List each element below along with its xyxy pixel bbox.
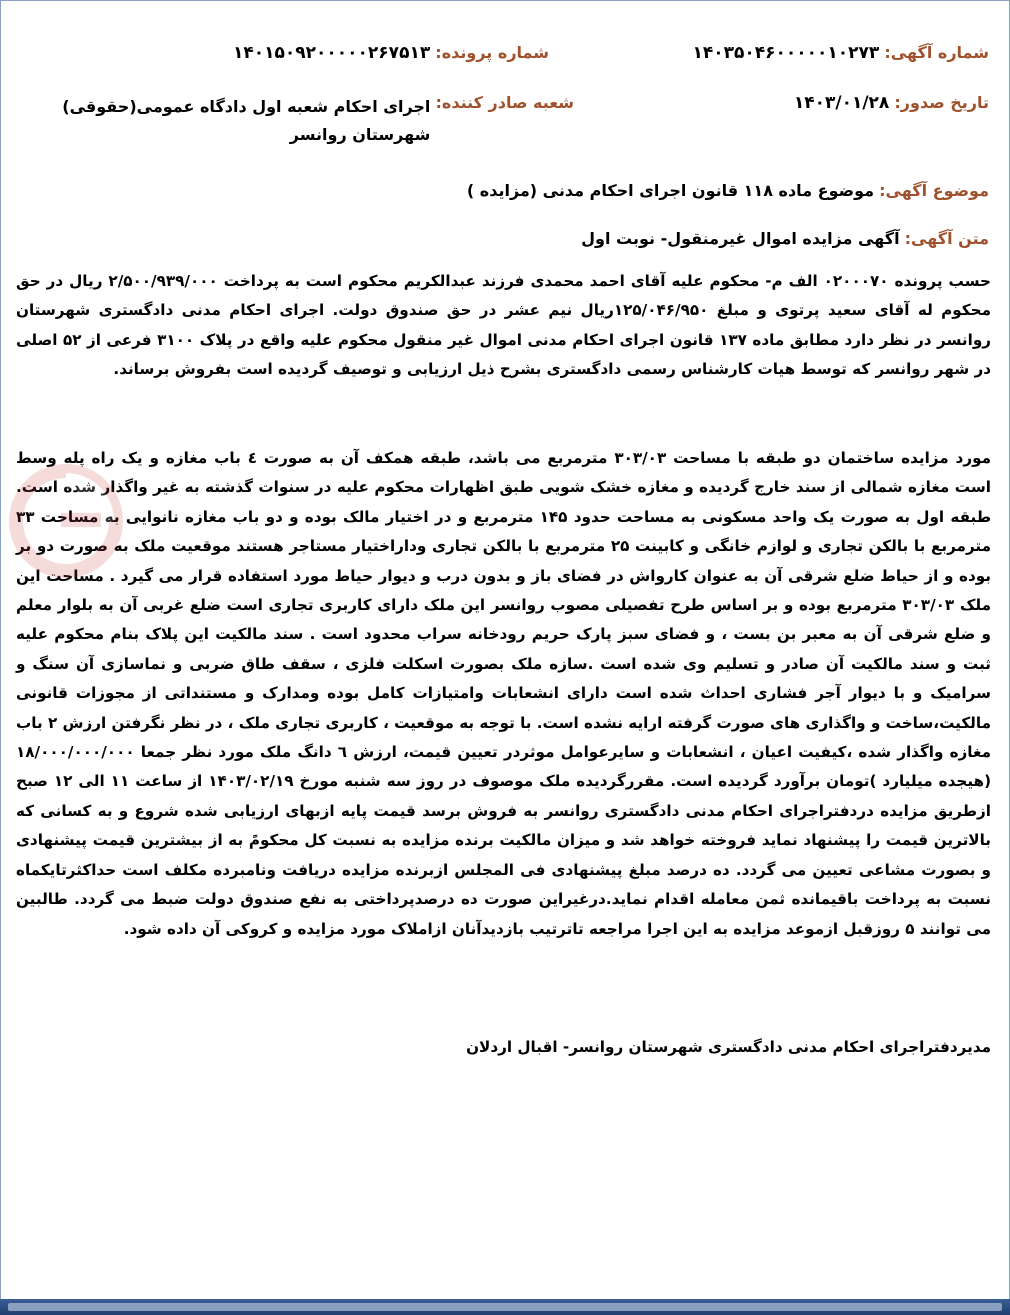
- file-number-label: شماره پرونده:: [435, 43, 549, 62]
- notice-paragraph-1: حسب پرونده ۰۲۰۰۰۷۰ الف م- محکوم علیه آقای احمد محمدی فرزند عبدالکریم محکوم است به پرداخت ۲/۵۰۰/۹۳۹/۰۰۰ ریال در حق محکوم له آقای سعید پرتوی و مبلغ ۱۲۵/۰۴۶/۹۵۰ریال نیم عشر در حق صندوق دولت. اجرای احکام مدنی دادگستری شهرستان روانسر در نظر دارد مطابق ماده ۱۳۷ قانون اجرای احکام مدنی اموال غیر منقول محکوم علیه واقع در پلاک ۳۱۰۰ فرعی از ۵۲ اصلی در شهر روانسر که توسط هیات کارشناس رسمی دادگستری بشرح ذیل ارزیابی و توصیف گردیده است بفروش برساند.: [16, 272, 992, 379]
- issuing-branch-value: اجرای احکام شعبه اول دادگاه عمومی(حقوقی) شهرستان روانسر: [62, 97, 431, 144]
- issue-date-value: ۱۴۰۳/۰۱/۲۸: [793, 93, 890, 113]
- subject-row: [467, 181, 989, 200]
- issuing-branch-row: [45, 93, 574, 149]
- notice-number-label: شماره آگهی:: [884, 43, 989, 62]
- window-bottom-bar: [0, 1299, 1010, 1315]
- issuing-branch-label: شعبه صادر کننده:: [435, 93, 574, 112]
- notice-number-value: ۱۴۰۳۵۰۴۶۰۰۰۰۰۱۰۲۷۳: [692, 43, 880, 63]
- subject-label: موضوع آگهی:: [879, 181, 989, 200]
- issue-date-label: تاریخ صدور:: [894, 93, 989, 112]
- horizontal-scrollbar[interactable]: [8, 1303, 1002, 1311]
- watermark-logo-icon: [6, 461, 126, 581]
- file-number-value: ۱۴۰۱۵۰۹۲۰۰۰۰۰۲۶۷۵۱۳: [233, 43, 431, 63]
- notice-paragraph-2: مورد مزایده ساختمان دو طبقه با مساحت ۳۰۳/۰۳ مترمربع می باشد، طبقه همکف آن به صورت ٤ باب مغازه و یک راه پله وسط است مغازه شمالی از سند خارج گردیده و مغازه خشک شویی طبق اظهارات محکوم علیه در سنوات گذشته به غیر واگذار شده است. طبقه اول به صورت یک واحد مسکونی به مساحت حدود ۱۴۵ مترمربع و در اختیار مالک بوده و دو باب مغازه نانوایی به مساحت ۳۳ مترمربع با بالکن تجاری و لوازم خانگی و کابینت ۲۵ مترمربع با بالکن تجاری وداراختیار مستاجر هستند موقعیت ملک به صورت دو بر بوده و از حیاط ضلع شرقی آن به عنوان کارواش در فضای باز و بدون درب و دیوار حیاط مورد استفاده قرار می گیرد . مساحت این ملک ۳۰۳/۰۳ مترمربع بوده و بر اساس طرح تفصیلی مصوب روانسر این ملک دارای کاربری تجاری است ضلع غربی آن به بلوار معلم و ضلع شرقی آن به معبر بن بست ، و فضای سبز پارک حریم رودخانه سراب محدود است . سند مالکیت این پلاک بنام محکوم علیه ثبت و سند مالکیت آن صادر و تسلیم وی شده است .سازه ملک بصورت اسکلت فلزی ، سقف طاق ضربی و نماسازی آن سنگ و سرامیک و با دیوار آجر فشاری احداث شده است دارای انشعابات وامتیازات کامل بوده ومدارک و مستنداتی از مجوزات قانونی مالکیت،ساخت و واگذاری های صورت گرفته ارایه نشده است. با توجه به موقعیت ، کاربری تجاری ملک ، در نظر نگرفتن ارزش ۲ باب مغازه واگذار شده ،کیفیت اعیان ، انشعابات و سایرعوامل موثردر تعیین قیمت، ارزش ٦ دانگ ملک مورد نظر جمعا ۱۸/۰۰۰/۰۰۰/۰۰۰ (هیجده میلیارد )تومان برآورد گردیده است. مقررگردیده ملک موصوف در روز سه شنبه مورخ ۱۴۰۳/۰۲/۱۹ از ساعت ۱۱ الی ۱۲ صبح ازطریق مزایده دردفتراجرای احکام مدنی دادگستری روانسر به فروش برسد قیمت پایه ازبهای ارزیابی شده شروع و به کسانی که بالاترین قیمت را پیشنهاد نماید فروخته خواهد شد و میزان مالکیت برنده مزایده به نسبت کل محکومً به از بیشترین قیمت پیشنهادی و بصورت مشاعی تعیین می گردد. ده درصد مبلغ پیشنهادی فی المجلس ازبرنده مزایده دریافت ونامبرده مکلف است حداکثرتایکماه نسبت به پرداخت باقیمانده ثمن معامله اقدام نماید.درغیراین صورت ده درصدپرداختی به نفع صندوق دولت ضبط می گردد. طالبین می توانند ۵ روزقبل ازموعد مزایده به این اجرا مراجعه تاترتیب بازدیدآنان ازاملاک مورد مزایده و کروکی آن داده شود.: [16, 449, 992, 938]
- file-number-row: [233, 43, 549, 63]
- body-label: متن آگهی:: [904, 229, 989, 248]
- subject-value: موضوع ماده ۱۱۸ قانون اجرای احکام مدنی (مزایده ): [466, 181, 875, 200]
- body-title: آگهی مزایده اموال غیرمنقول- نوبت اول: [581, 229, 900, 248]
- body-title-row: [581, 229, 989, 248]
- issue-date-row: [794, 93, 989, 113]
- notice-signature: مدیردفتراجرای احکام مدنی دادگستری شهرستان روانسر- اقبال اردلان: [466, 1038, 991, 1056]
- notice-number-row: [692, 43, 989, 63]
